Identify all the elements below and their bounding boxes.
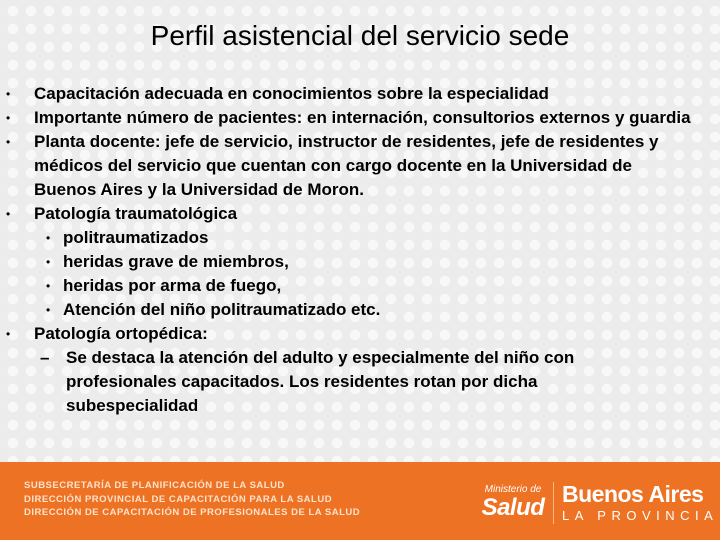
bullet-icon: • [46, 279, 51, 293]
footer-divider [553, 482, 554, 524]
footer-line: DIRECCIÓN PROVINCIAL DE CAPACITACIÓN PARA LA SALUD [24, 493, 333, 505]
main-bullet-list [0, 82, 720, 418]
footer-department-lines [24, 479, 360, 520]
list-item-text: Importante número de pacientes: en internación, consultorios externos y guardia [34, 108, 691, 127]
list-item-text: Planta docente: jefe de servicio, instructor de residentes, jefe de residentes y médicos del servicio que cuentan con cargo docente en la Universidad de Buenos Aires y la Universidad de Moron. [34, 132, 659, 199]
bullet-icon: • [6, 207, 11, 221]
slide-title: Perfil asistencial del servicio sede [150, 20, 570, 51]
buenos-aires-logo-title: Buenos Aires [562, 481, 704, 507]
sub-list-item [0, 274, 720, 298]
dash-icon: – [40, 348, 50, 367]
footer-bar [0, 462, 720, 540]
bullet-icon: • [46, 303, 51, 317]
list-item-text: Capacitación adecuada en conocimientos sobre la especialidad [34, 84, 549, 103]
sub-list-item-text: heridas por arma de fuego, [63, 276, 282, 295]
sub-list-item-text: heridas grave de miembros, [63, 252, 289, 271]
sub-list-item [0, 250, 720, 274]
ministry-logo [478, 484, 548, 521]
bullet-icon: • [6, 111, 11, 125]
slide-content [0, 82, 720, 418]
bullet-icon: • [6, 135, 11, 149]
bullet-icon: • [6, 87, 11, 101]
list-item [0, 106, 720, 130]
list-item-text: Patología traumatológica [34, 204, 238, 223]
buenos-aires-logo [562, 481, 719, 525]
bullet-icon: • [46, 255, 51, 269]
dash-list-item [0, 346, 720, 418]
trauma-sub-list [0, 226, 720, 322]
list-item [0, 130, 720, 202]
sub-list-item [0, 226, 720, 250]
dash-list-item-text: Se destaca la atención del adulto y especialmente del niño con profesionales capacitados. Los residentes rotan por dicha subespecialidad [66, 348, 575, 415]
sub-list-item [0, 298, 720, 322]
sub-list-item-text: politraumatizados [63, 228, 209, 247]
list-item [0, 202, 720, 226]
footer-line: SUBSECRETARÍA DE PLANIFICACIÓN DE LA SALUD [24, 480, 285, 491]
ministry-logo-big-text: Salud [481, 494, 545, 521]
bullet-icon: • [6, 327, 11, 341]
bullet-icon: • [46, 231, 51, 245]
list-item-text: Patología ortopédica: [34, 324, 208, 343]
ministry-logo-small-text: Ministerio de [484, 484, 542, 495]
sub-list-item-text: Atención del niño politraumatizado etc. [63, 300, 381, 319]
buenos-aires-logo-subtitle: LA PROVINCIA [562, 508, 719, 523]
footer-line: DIRECCIÓN DE CAPACITACIÓN DE PROFESIONALES DE LA SALUD [24, 507, 361, 518]
list-item [0, 82, 720, 106]
list-item [0, 322, 720, 346]
